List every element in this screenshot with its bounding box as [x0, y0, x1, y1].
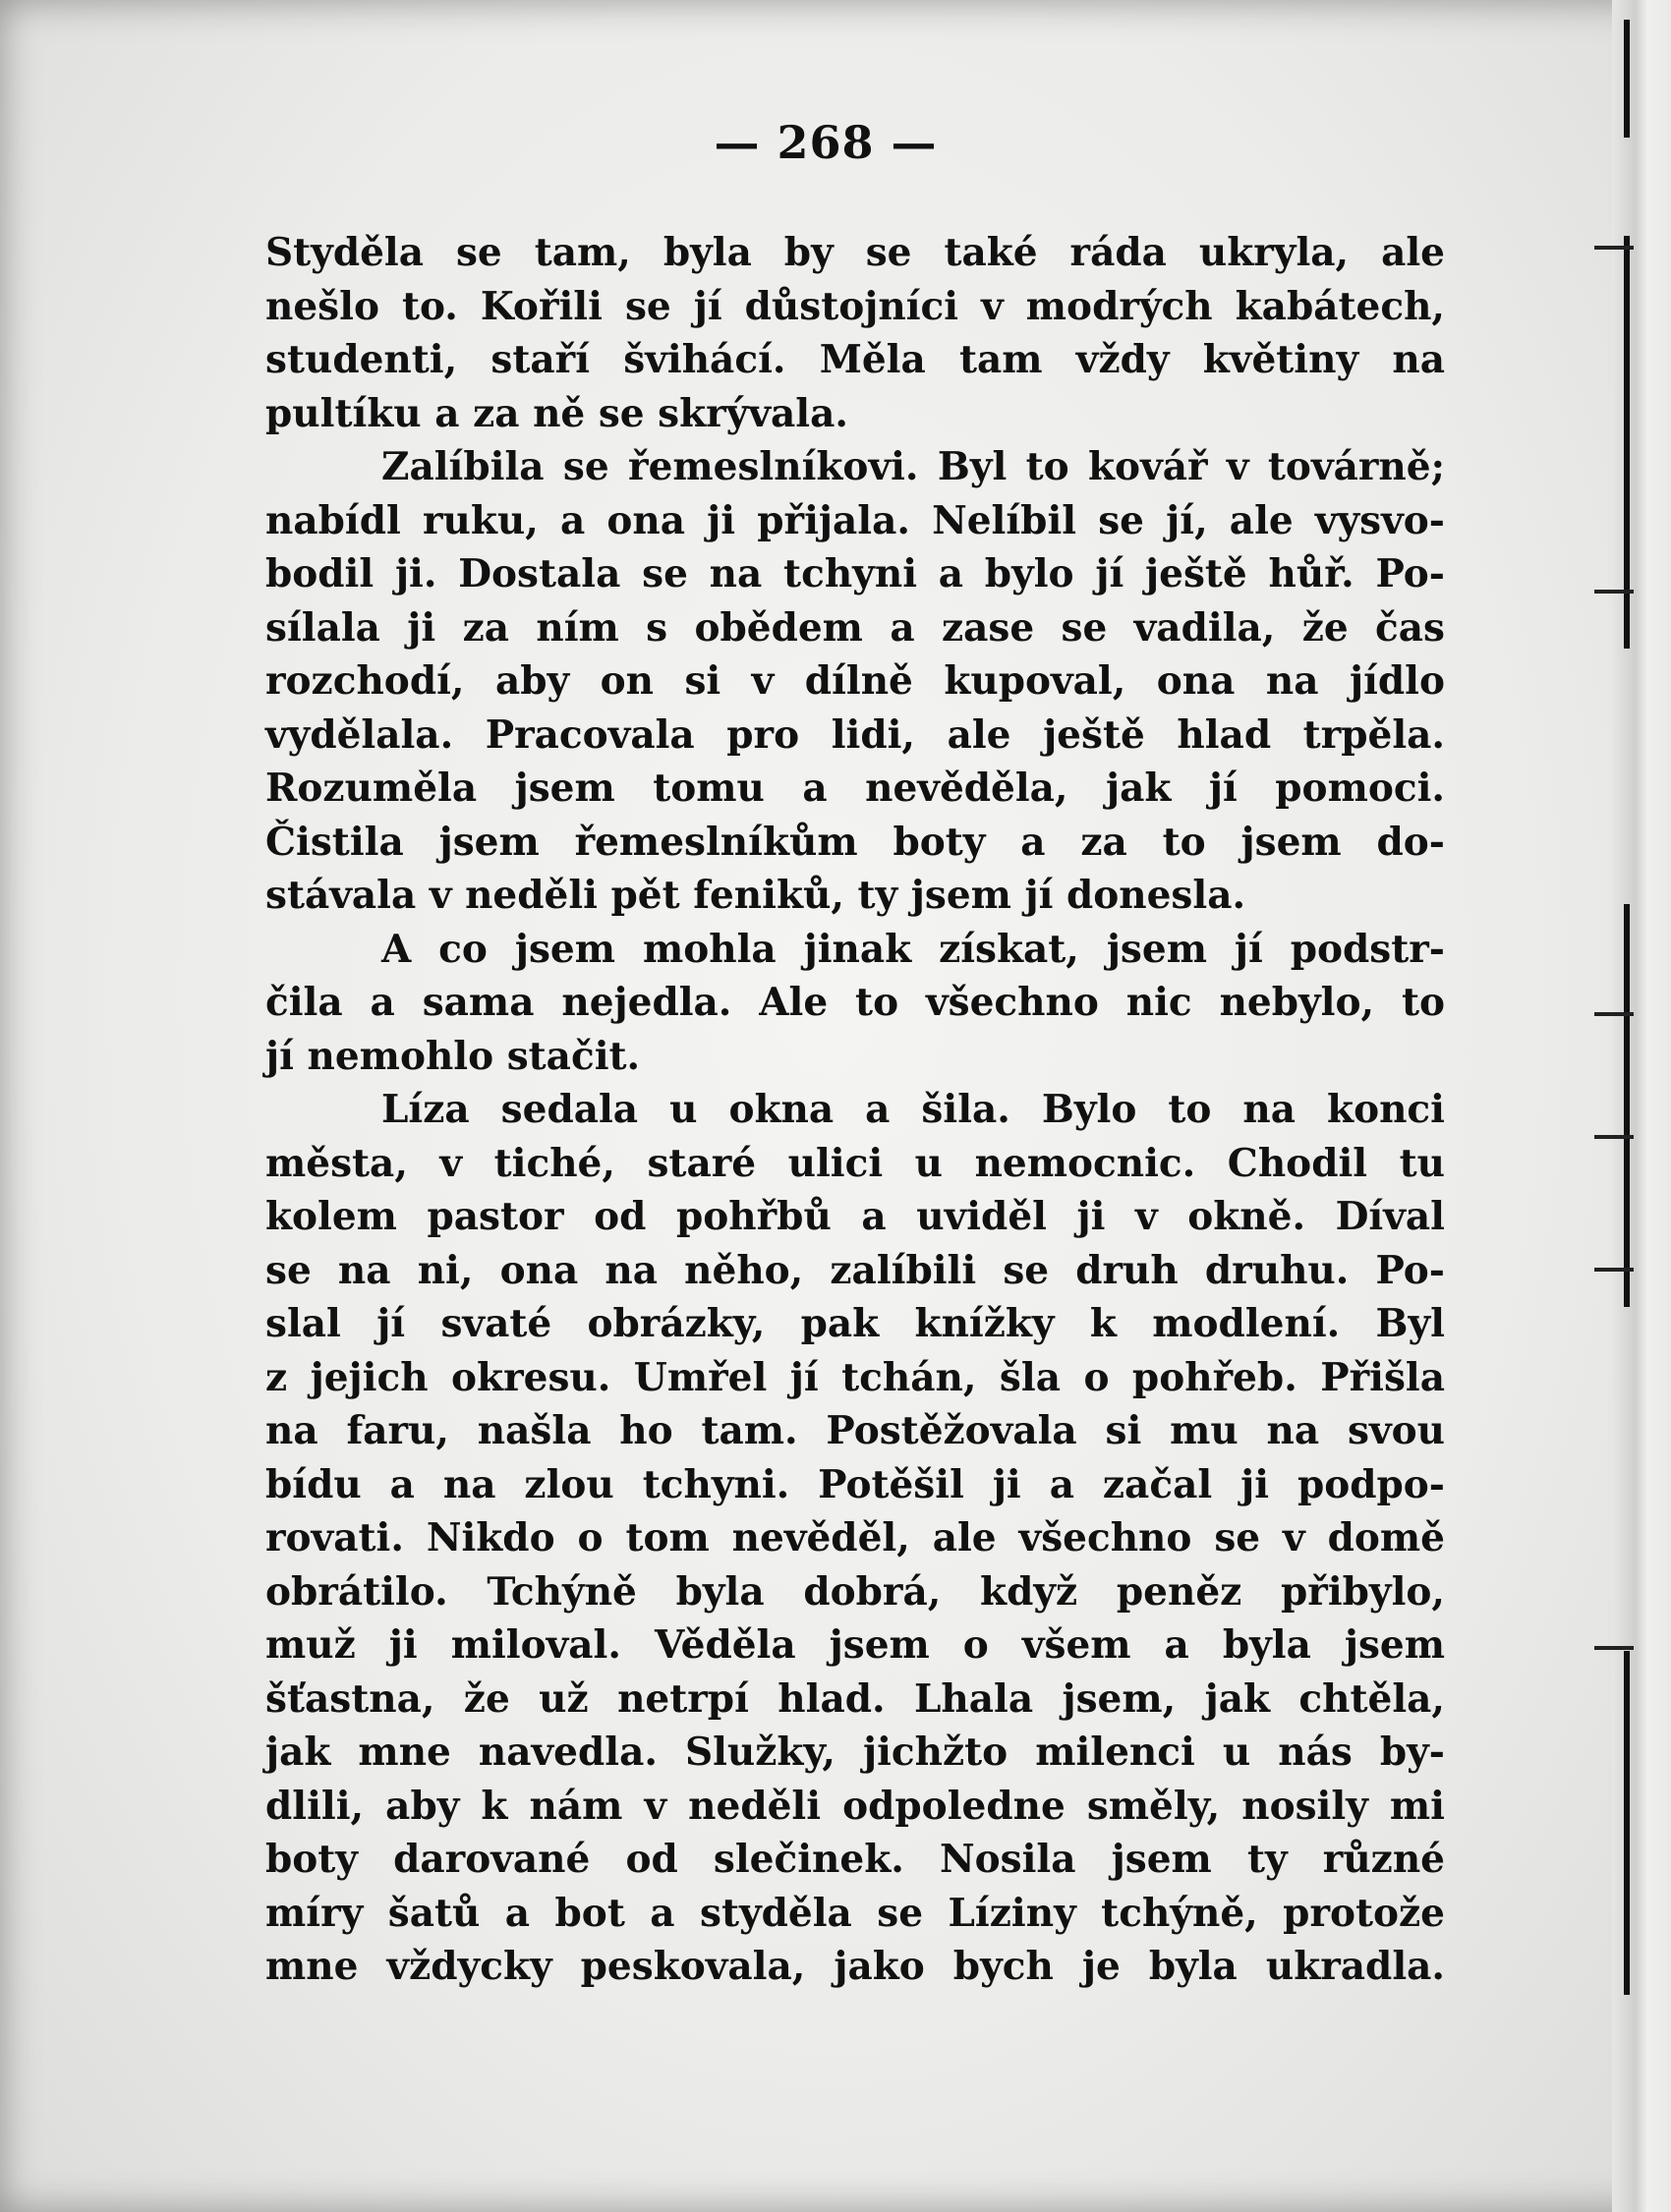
binding-edge-mark: [1624, 20, 1630, 138]
binding-edge-tick: [1594, 1012, 1634, 1016]
binding-edge-tick: [1594, 1135, 1634, 1139]
text-line: Líza sedala u okna a šila. Bylo to na konci: [381, 1087, 1445, 1132]
text-line: A co jsem mohla jinak získat, jsem jí podstr-: [381, 926, 1445, 972]
text-line: čila a sama nejedla. Ale to všechno nic nebylo, to: [265, 980, 1445, 1025]
text-line: rozchodí, aby on si v dílně kupoval, ona na jídlo: [265, 658, 1445, 704]
text-line: Styděla se tam, byla by se také ráda ukryla, ale: [265, 230, 1445, 275]
binding-edge-mark: [1624, 236, 1630, 649]
text-line: Rozuměla jsem tomu a nevěděla, jak jí pomoci.: [265, 766, 1445, 811]
text-line: sílala ji za ním s obědem a zase se vadila, že čas: [265, 604, 1445, 651]
text-line: se na ni, ona na něho, zalíbili se druh druhu. Po-: [265, 1247, 1445, 1293]
text-line: z jejich okresu. Umřel jí tchán, šla o pohřeb. Přišla: [265, 1354, 1445, 1400]
text-line: jí nemohlo stačit.: [265, 1033, 641, 1079]
text-line: muž ji miloval. Věděla jsem o všem a byla jsem: [265, 1622, 1445, 1668]
text-line: bídu a na zlou tchyni. Potěšil ji a začal ji podpo-: [265, 1461, 1445, 1507]
text-line: nešlo to. Kořili se jí důstojníci v modrých kabátech,: [265, 283, 1445, 329]
text-line: Zalíbila se řemeslníkovi. Byl to kovář v továrně;: [381, 444, 1445, 489]
text-line: bodil ji. Dostala se na tchyni a bylo jí ještě hůř. Po-: [265, 551, 1445, 596]
text-line: šťastna, že už netrpí hlad. Lhala jsem, jak chtěla,: [265, 1675, 1445, 1722]
text-line: Čistila jsem řemeslníkům boty a za to jsem do-: [265, 819, 1445, 865]
text-line: vydělala. Pracovala pro lidi, ale ještě hlad trpěla.: [265, 711, 1445, 758]
text-line: studenti, staří švihácí. Měla tam vždy květiny na: [265, 337, 1445, 382]
text-line: mne vždycky peskovala, jako bych je byla ukradla.: [265, 1944, 1445, 1989]
text-line: jak mne navedla. Služky, jichžto milenci u nás by-: [265, 1730, 1445, 1775]
binding-edge-tick: [1594, 246, 1634, 250]
binding-edge-tick: [1594, 590, 1634, 594]
text-line: míry šatů a bot a styděla se Líziny tchýně, protože: [265, 1890, 1445, 1936]
text-line: na faru, našla ho tam. Postěžovala si mu na svou: [265, 1408, 1445, 1453]
page-edge: [1612, 0, 1671, 2212]
binding-edge-mark: [1624, 1651, 1630, 1995]
text-line: pultíku a za ně se skrývala.: [265, 390, 848, 436]
body-text: [265, 226, 1445, 1994]
binding-edge-mark: [1624, 904, 1630, 1307]
text-line: kolem pastor od pohřbů a uviděl ji v okně. Díval: [265, 1194, 1445, 1239]
text-line: nabídl ruku, a ona ji přijala. Nelíbil se jí, ale vysvo-: [265, 497, 1445, 543]
binding-edge-tick: [1594, 1646, 1634, 1650]
text-line: slal jí svaté obrázky, pak knížky k modlení. Byl: [265, 1301, 1445, 1346]
text-line: rovati. Nikdo o tom nevěděl, ale všechno se v domě: [265, 1515, 1445, 1560]
page-number: — 268 —: [714, 116, 938, 169]
text-line: obrátilo. Tchýně byla dobrá, když peněz přibylo,: [265, 1568, 1445, 1615]
binding-edge-tick: [1594, 1268, 1634, 1272]
text-line: boty darované od slečinek. Nosila jsem ty různé: [265, 1837, 1445, 1882]
text-line: dlili, aby k nám v neděli odpoledne směly, nosily mi: [265, 1783, 1445, 1829]
text-line: stávala v neděli pět feniků, ty jsem jí donesla.: [265, 873, 1246, 918]
text-line: města, v tiché, staré ulici u nemocnic. Chodil tu: [265, 1140, 1445, 1186]
